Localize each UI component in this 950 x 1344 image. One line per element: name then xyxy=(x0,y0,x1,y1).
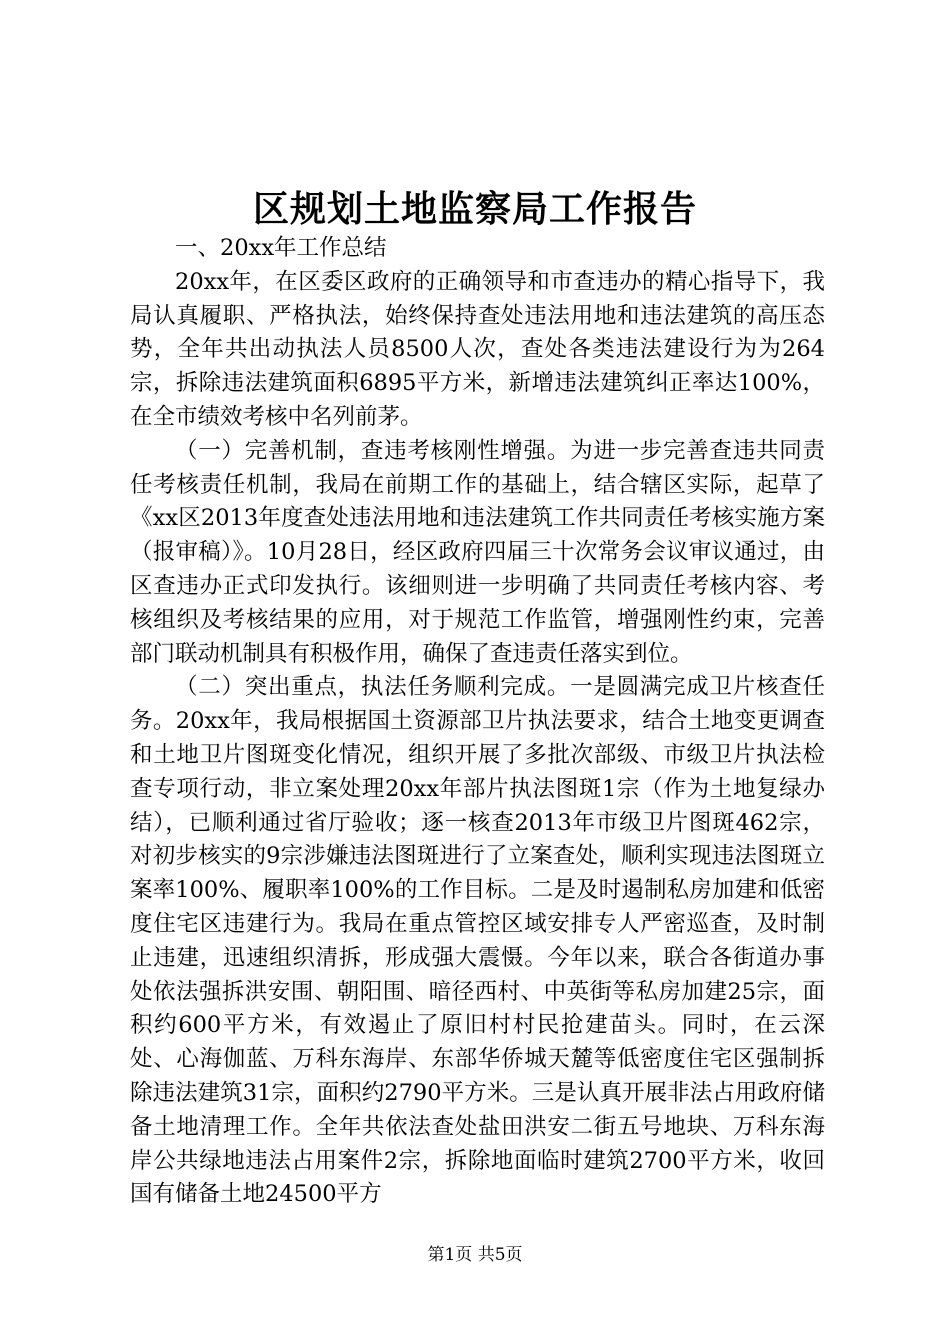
paragraph-mechanism: （一）完善机制，查违考核刚性增强。为进一步完善查违共同责任考核责任机制，我局在前期工作的基础上，结合辖区实际，起草了《xx区2013年度查处违法用地和违法建筑工作共同责任考核实施方案（报审稿）》。10月28日，经区政府四届三十次常务会议审议通过，由区查违办正式印发执行。该细则进一步明确了共同责任考核内容、考核组织及考核结果的应用，对于规范工作监管，增强刚性约束，完善部门联动机制具有积极作用，确保了查违责任落实到位。 xyxy=(130,437,825,667)
paragraph-summary: 20xx年，在区委区政府的正确领导和市查违办的精心指导下，我局认真履职、严格执法，始终保持查处违法用地和违法建筑的高压态势，全年共出动执法人员8500人次，查处各类违法建设行为为264宗，拆除违法建筑面积6895平方米，新增违法建筑纠正率达100%，在全市绩效考核中名列前茅。 xyxy=(130,268,825,430)
document-title: 区规划土地监察局工作报告 xyxy=(252,188,697,230)
section-heading: 一、20xx年工作总结 xyxy=(175,235,387,261)
page-number-footer: 第1页 共5页 xyxy=(427,1245,523,1265)
document-body xyxy=(130,232,825,1212)
paragraph-enforcement: （二）突出重点，执法任务顺利完成。一是圆满完成卫片核查任务。20xx年，我局根据国土资源部卫片执法要求，结合土地变更调查和土地卫片图斑变化情况，组织开展了多批次部级、市级卫片执法检查专项行动，非立案处理20xx年部片执法图斑1宗（作为土地复绿办结），已顺利通过省厅验收；逐一核查2013年市级卫片图斑462宗，对初步核实的9宗涉嫌违法图斑进行了立案查处，顺利实现违法图斑立案率100%、履职率100%的工作目标。二是及时遏制私房加建和低密度住宅区违建行为。我局在重点管控区域安排专人严密巡查，及时制止违建，迅速组织清拆，形成强大震慑。今年以来，联合各街道办事处依法强拆洪安围、朝阳围、暗径西村、中英街等私房加建25宗，面积约600平方米，有效遏止了原旧村村民抢建苗头。同时，在云深处、心海伽蓝、万科东海岸、东部华侨城天麓等低密度住宅区强制拆除违法建筑31宗，面积约2790平方米。三是认真开展非法占用政府储备土地清理工作。全年共依法查处盐田洪安二街五号地块、万科东海岸公共绿地违法占用案件2宗，拆除地面临时建筑2700平方米，收回国有储备土地24500平方 xyxy=(130,674,825,1208)
